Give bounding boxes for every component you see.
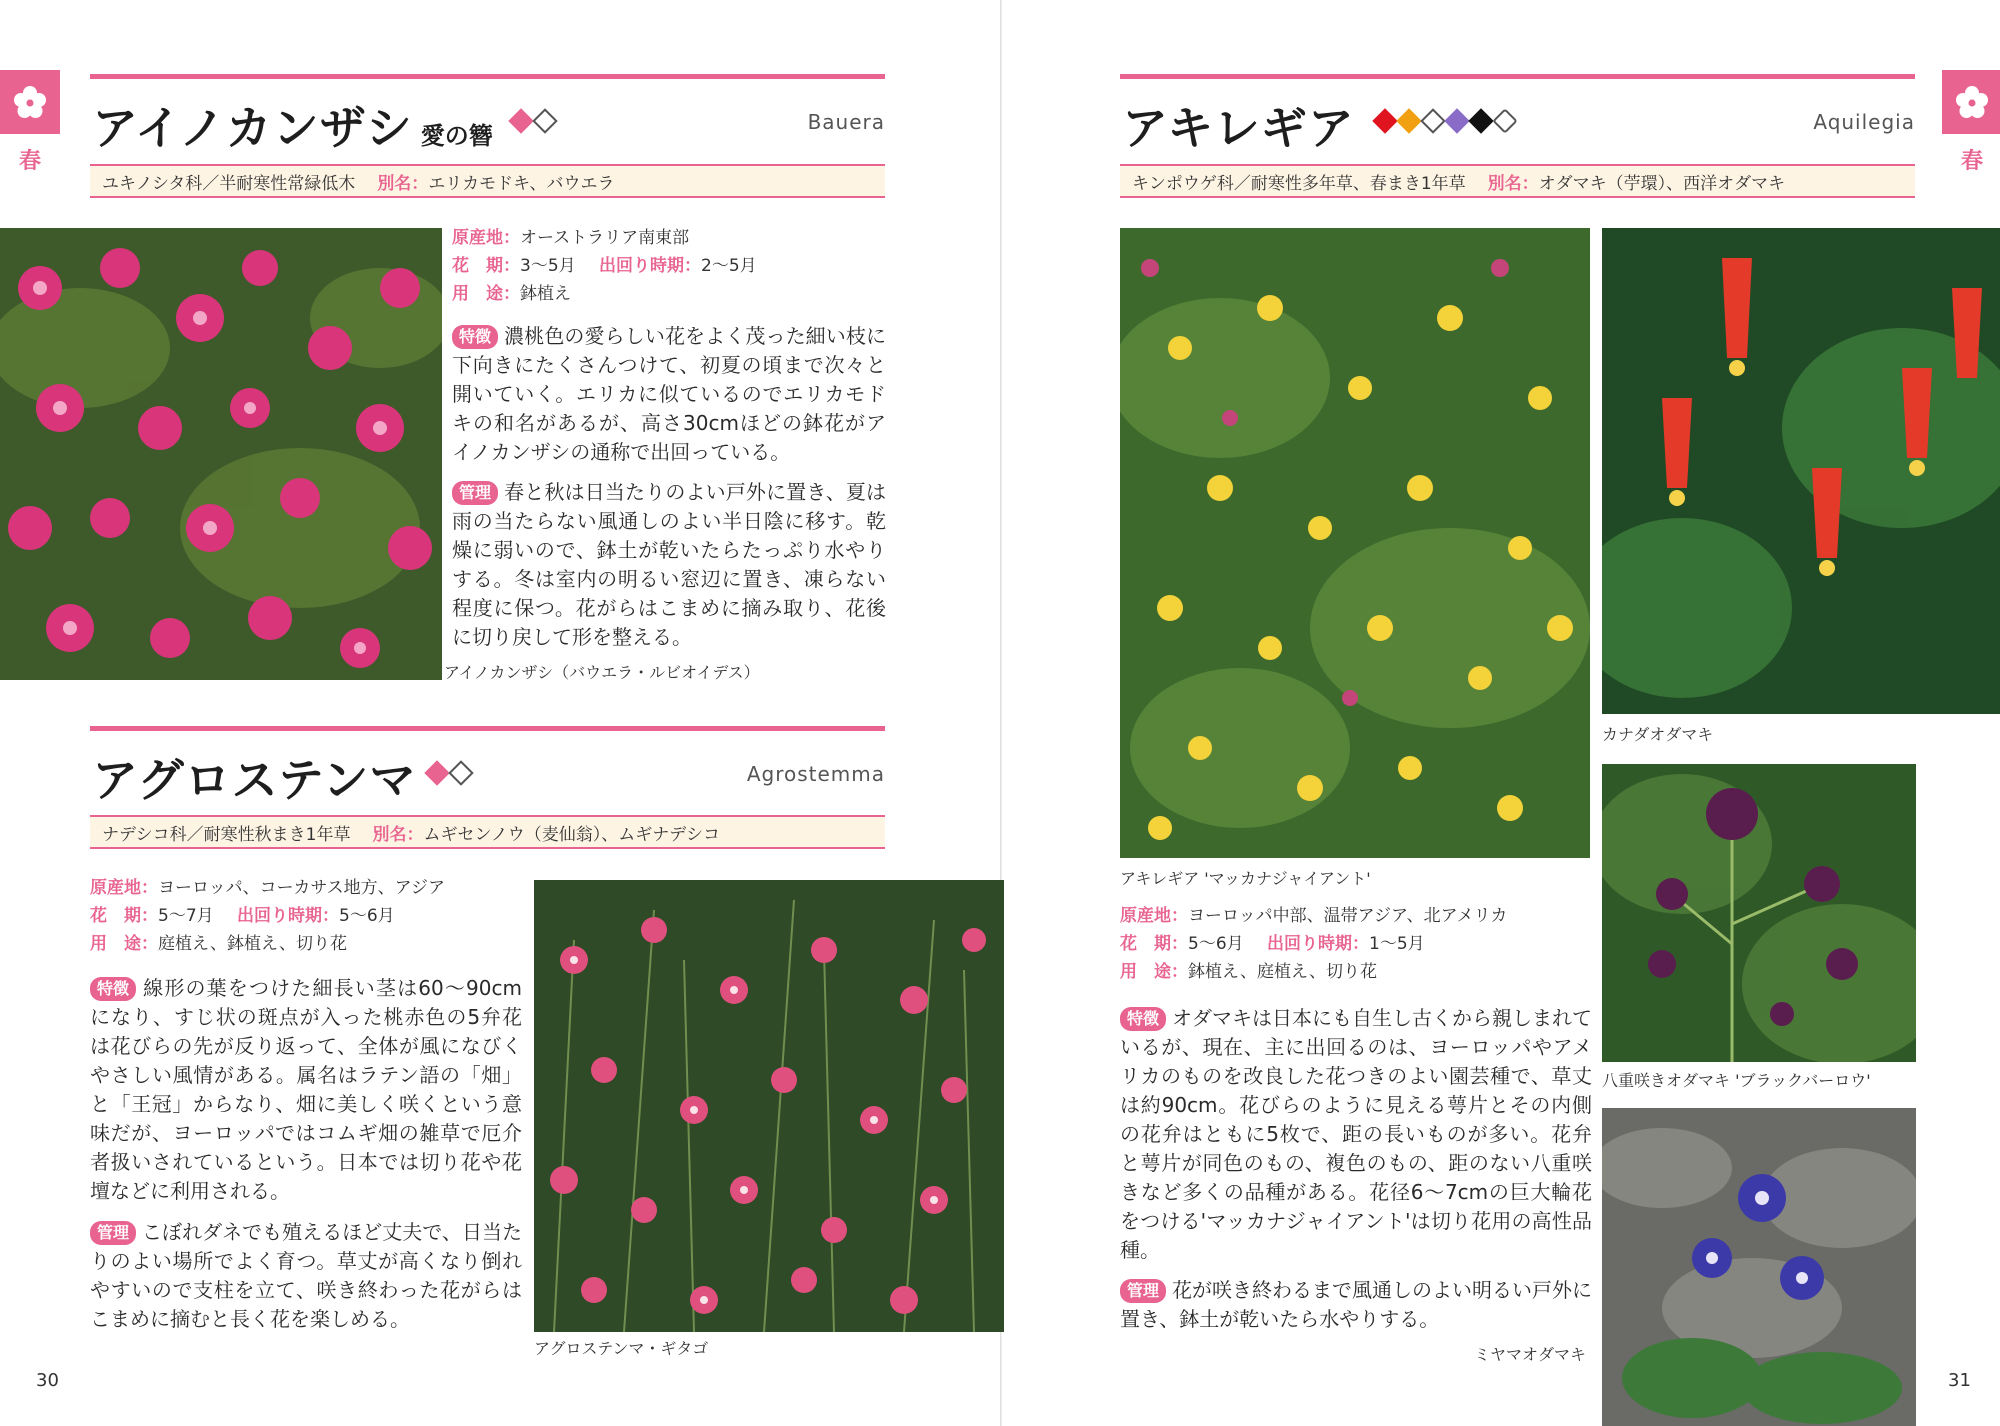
use-value: 鉢植え、庭植え、切り花 [1188, 962, 1378, 982]
bloom-value: 5～6月 [1188, 934, 1244, 954]
use-label: 用 途： [1120, 962, 1188, 982]
flower-color-swatches [512, 112, 554, 130]
entry-meta [452, 224, 887, 308]
meta-use [1120, 958, 1590, 986]
feature-tag: 特徴 [452, 325, 498, 349]
photo-black-barlow [1602, 764, 1916, 1062]
entry-title: アキレギア [1122, 101, 1355, 155]
family-band [90, 815, 885, 849]
feature-paragraph [1120, 1004, 1592, 1265]
latin-name: Bauera [807, 110, 885, 134]
meta-use [90, 930, 530, 958]
family-text: ユキノシタ科／半耐寒性常緑低木 [102, 173, 356, 194]
feature-text: オダマキは日本にも自生し古くから親しまれているが、現在、主に出回るのは、ヨーロッパやアメリカのものを改良した花つきのよい園芸種で、草丈は約90cm。花びらのように見える萼片とその内側の花弁はともに5枚で、距の長いものが多い。花弁と萼片が同色のもの、複色のもの、距のない八重咲きなど多くの品種がある。花径6～7cmの巨大輪花をつける'マッカナジャイアント'は切り花用の高性品種。 [1120, 1006, 1593, 1262]
care-paragraph [1120, 1276, 1592, 1334]
page-number-left: 30 [36, 1370, 59, 1391]
color-swatch-white [532, 108, 557, 133]
care-text: 花が咲き終わるまで風通しのよい明るい戸外に置き、鉢土が乾いたら水やりする。 [1120, 1278, 1593, 1331]
entry-meta [1120, 902, 1590, 986]
photo-agrostemma [534, 880, 1004, 1332]
alias-text: オダマキ（苧環）、西洋オダマキ [1538, 173, 1786, 194]
meta-bloom [1120, 930, 1590, 958]
bloom-label: 花 期： [452, 256, 520, 276]
color-swatch-white [448, 760, 473, 785]
alias-text: エリカモドキ、バウエラ [428, 173, 615, 194]
entry-heading [92, 92, 493, 158]
market-value: 2～5月 [701, 256, 757, 276]
entry-title: アグロステンマ [92, 753, 417, 807]
care-tag: 管理 [452, 481, 498, 505]
use-value: 鉢植え [520, 284, 571, 304]
bloom-value: 5～7月 [158, 906, 214, 926]
use-label: 用 途： [90, 934, 158, 954]
market-label: 出回り時期： [1267, 934, 1370, 954]
bloom-value: 3～5月 [520, 256, 576, 276]
entry-top-rule [90, 74, 885, 79]
feature-text: 線形の葉をつけた細長い茎は60～90cmになり、すじ状の斑点が入った桃赤色の5弁花は花びらの先が反り返って、全体が風になびくやさしい風情がある。属名はラテン語の「畑」と「王冠」からなり、畑に美しく咲くという意味だが、ヨーロッパではコムギ畑の雑草で厄介者扱いされているという。日本では切り花や花壇などに利用される。 [90, 976, 522, 1203]
photo-caption: アキレギア 'マッカナジャイアント' [1120, 869, 1371, 888]
season-tab-right [1942, 70, 2000, 134]
feature-paragraph [90, 974, 522, 1206]
care-paragraph [452, 478, 886, 652]
entry-top-rule [90, 726, 885, 731]
color-swatch-white [1420, 108, 1445, 133]
meta-origin [90, 874, 530, 902]
page-number-right: 31 [1948, 1370, 1971, 1391]
meta-bloom [90, 902, 530, 930]
care-paragraph [90, 1218, 522, 1334]
photo-caption: アグロステンマ・ギタゴ [534, 1339, 709, 1358]
color-swatch-pink [508, 108, 533, 133]
entry-top-rule [1120, 74, 1915, 79]
origin-value: ヨーロッパ、コーカサス地方、アジア [158, 878, 445, 898]
market-label: 出回り時期： [237, 906, 340, 926]
season-tab-left [0, 70, 60, 134]
origin-label: 原産地： [452, 228, 520, 248]
family-band [1120, 164, 1915, 198]
feature-text: 濃桃色の愛らしい花をよく茂った細い枝に下向きにたくさんつけて、初夏の頃まで次々と開いていく。エリカに似ているのでエリカモドキの和名があるが、高さ30cmほどの鉢花がアイノカンザシの通称で出回っている。 [452, 324, 886, 464]
season-label-left: 春 [18, 149, 41, 174]
alias-label: 別名： [1487, 173, 1539, 194]
photo-caption: アイノカンザシ（バウエラ・ルビオイデス） [444, 663, 760, 682]
photo-caption: カナダオダマキ [1602, 725, 1714, 744]
market-value: 1～5月 [1369, 934, 1425, 954]
flower-icon [13, 85, 47, 119]
family-band [90, 164, 885, 198]
origin-value: オーストラリア南東部 [520, 228, 690, 248]
feature-paragraph [452, 322, 886, 467]
photo-caption: 八重咲きオダマキ 'ブラックバーロウ' [1602, 1071, 1871, 1090]
photo-canada-columbine [1602, 228, 2000, 714]
origin-label: 原産地： [1120, 906, 1188, 926]
care-text: 春と秋は日当たりのよい戸外に置き、夏は雨の当たらない風通しのよい半日陰に移す。乾燥に弱いので、鉢土が乾いたらたっぷり水やりする。冬は室内の明るい窓辺に置き、凍らない程度に保つ。花がらはこまめに摘み取り、花後に切り戻して形を整える。 [452, 480, 886, 649]
photo-caption: ミヤマオダマキ [1474, 1345, 1587, 1364]
color-swatch-multicolor [1492, 108, 1517, 133]
season-label-right: 春 [1960, 149, 1983, 174]
feature-tag: 特徴 [1120, 1007, 1166, 1031]
family-text: ナデシコ科／耐寒性秋まき1年草 [102, 824, 351, 845]
entry-title: アイノカンザシ [92, 101, 413, 155]
origin-label: 原産地： [90, 878, 158, 898]
origin-value: ヨーロッパ中部、温帯アジア、北アメリカ [1188, 906, 1508, 926]
market-label: 出回り時期： [599, 256, 702, 276]
flower-color-swatches [428, 764, 470, 782]
color-swatch-black [1468, 108, 1493, 133]
color-swatch-orange [1396, 108, 1421, 133]
alias-label: 別名： [372, 824, 424, 845]
entry-jp-subtitle: 愛の簪 [420, 122, 493, 150]
family-text: キンポウゲ科／耐寒性多年草、春まき1年草 [1132, 173, 1466, 194]
bloom-label: 花 期： [90, 906, 158, 926]
bloom-label: 花 期： [1120, 934, 1188, 954]
flower-color-swatches [1376, 112, 1514, 130]
color-swatch-purple [1444, 108, 1469, 133]
color-swatch-red [1372, 108, 1397, 133]
use-label: 用 途： [452, 284, 520, 304]
photo-miyama-columbine [1602, 1108, 1916, 1426]
color-swatch-pink [424, 760, 449, 785]
alias-text: ムギセンノウ（麦仙翁）、ムギナデシコ [423, 824, 720, 845]
care-text: こぼれダネでも殖えるほど丈夫で、日当たりのよい場所でよく育つ。草丈が高くなり倒れやすいので支柱を立て、咲き終わった花がらはこまめに摘むと長く花を楽しめる。 [90, 1220, 522, 1331]
photo-bauera [0, 228, 442, 680]
photo-aquilegia-main [1120, 228, 1590, 858]
meta-origin [452, 224, 887, 252]
use-value: 庭植え、鉢植え、切り花 [158, 934, 348, 954]
latin-name: Aquilegia [1813, 110, 1915, 134]
flower-icon [1955, 85, 1989, 119]
care-tag: 管理 [1120, 1279, 1166, 1303]
care-tag: 管理 [90, 1221, 136, 1245]
market-value: 5～6月 [339, 906, 395, 926]
meta-bloom [452, 252, 887, 280]
alias-label: 別名： [377, 173, 429, 194]
meta-origin [1120, 902, 1590, 930]
latin-name: Agrostemma [746, 762, 885, 786]
meta-use [452, 280, 887, 308]
entry-meta [90, 874, 530, 958]
feature-tag: 特徴 [90, 977, 136, 1001]
